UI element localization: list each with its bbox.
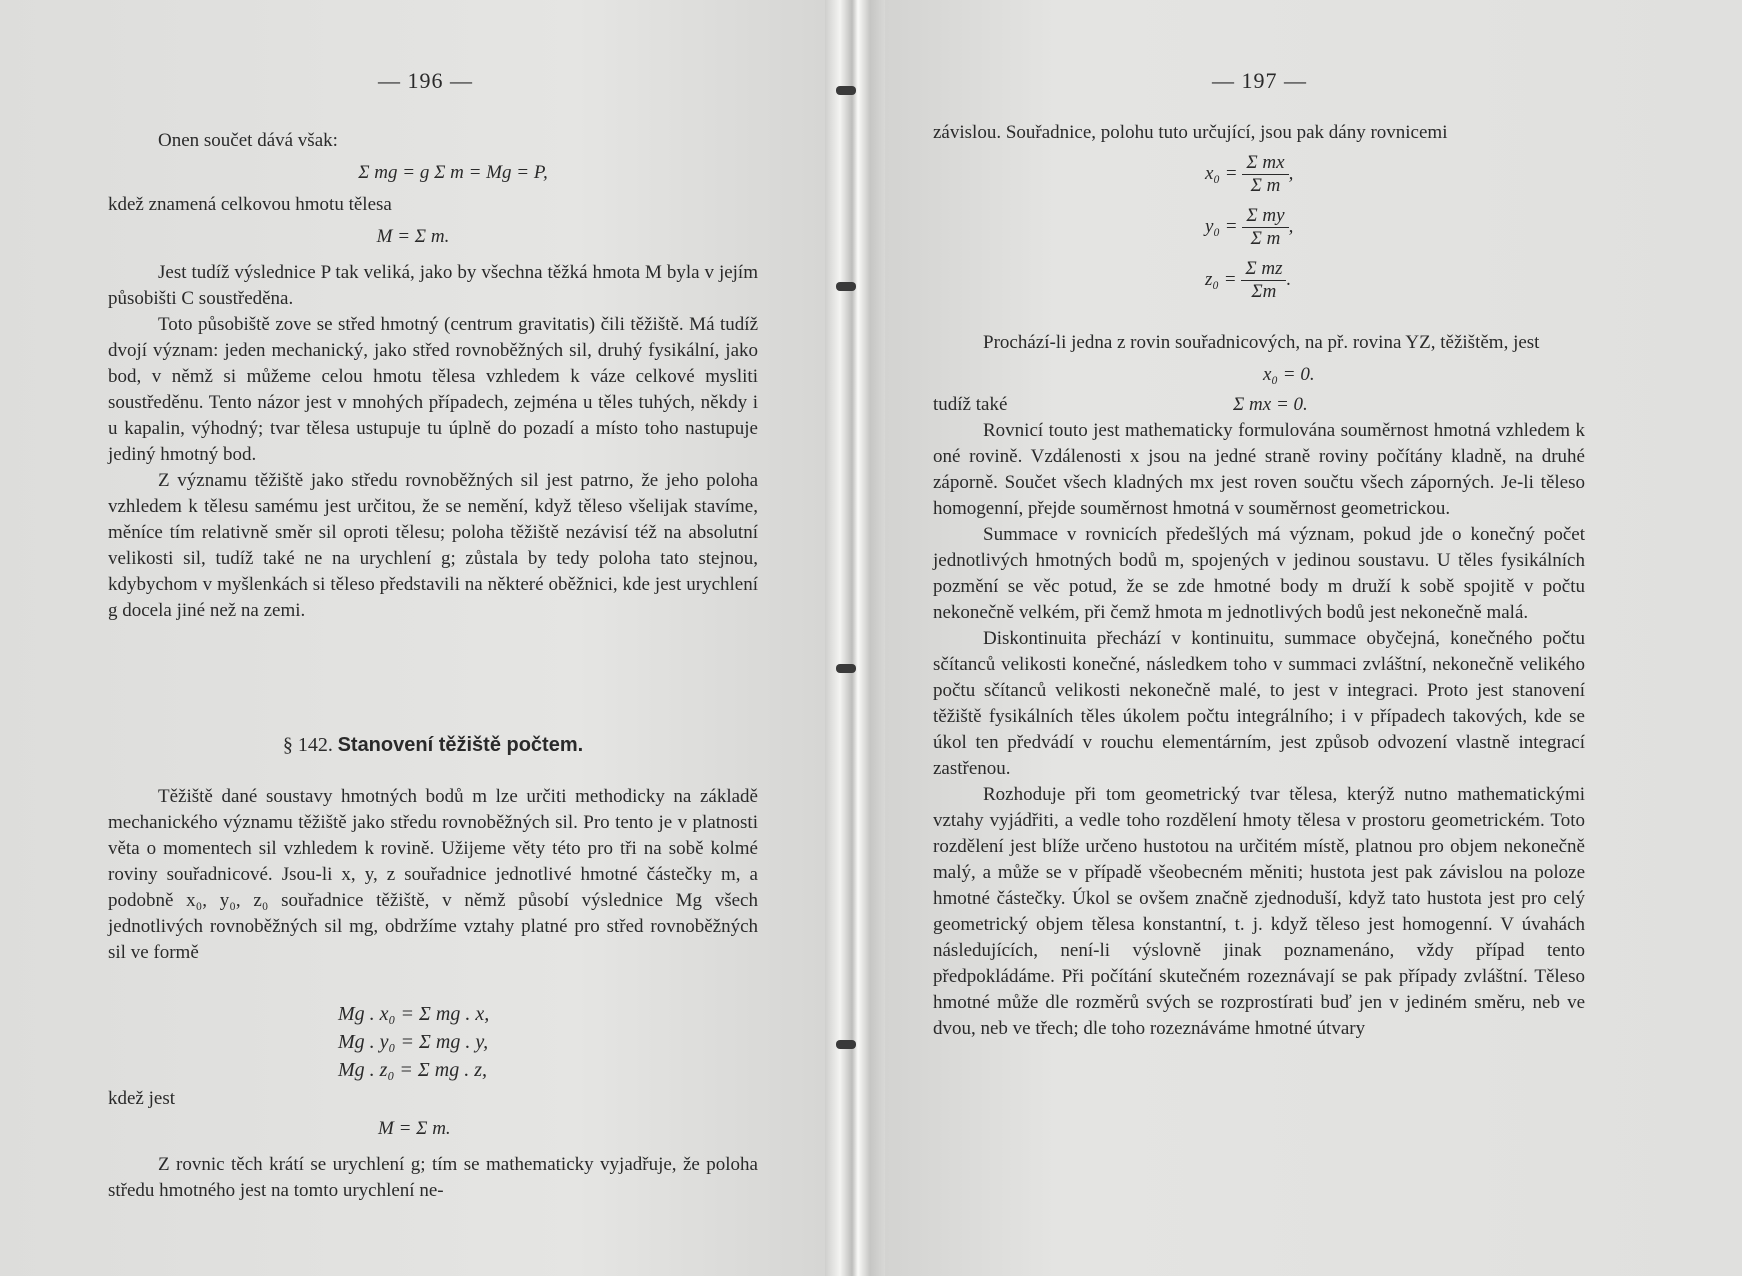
equation: Σ mx = 0. [1233,394,1308,415]
paragraph: Onen součet dává však: [158,130,338,151]
paragraph: Rozhoduje při tom geometrický tvar tělesa, kterýž nutno mathematickými vztahy vyjádřiti, a vedle toho rozdělení hmoty tělesa v prostoru geometrickém. Toto rozdělení jest blíže určeno hustotou na určitém místě, platnou pro objem nekonečně malý, a může se v případě všeobecném měniti; hustota jest pak závislou na poloze hmotné částečky. Úkol se ovšem značně zjednoduší, když tato hustota jest pro celý geometrický objem tělesa konstantní, t. j. když těleso jest homogenní. V úvahách následujících, není-li výslovně jinak poznamenáno, vždy případ tento předpokládáme. Při počítání skutečném rozeznávají se pak případy zvláštní. Těleso hmotné může dle rozměrů svých se rozprostírati buď jen v jediném směru, neb ve dvou, neb ve třech; dle toho rozeznáváme hmotné útvary [933,784,1585,1039]
equation: Σ mg = g Σ m = Mg = P, [358,162,548,183]
paragraph: kdež znamená celkovou hmotu tělesa [108,194,392,215]
punctuation: . [1286,268,1292,290]
equation: M = Σ m. [378,1118,451,1139]
formula-z0 [1205,258,1293,303]
section-heading [108,732,758,759]
text-column [108,1086,758,1204]
text-column [108,128,758,624]
formula-lhs: z₀ = [1205,268,1237,290]
formula-lhs: y₀ = [1205,215,1238,237]
binding-stitch [836,86,856,95]
denominator: Σm [1251,281,1277,302]
book-gutter [825,0,885,1276]
paragraph: Těžiště dané soustavy hmotných bodů m lze určiti methodicky na základě mechanického významu těžiště jako středu rovnoběžných sil. Pro tento je v platnosti věta o momentech sil vzhledem k rovině. Užijeme věty této pro tři na sobě kolmé roviny souřadnicové. Jsou-li x, y, z souřadnice jednotlivé hmotné částečky m, a podobně x₀, y₀, z₀ souřadnice těžiště, v němž působí výslednice Mg všech jednotlivých rovnoběžných sil mg, obdržíme vztahy platné pro střed rovnoběžných sil ve formě [108,786,758,963]
numerator: Σ mx [1242,152,1288,175]
page-number: — 197 — [1212,68,1307,93]
right-page [885,0,1742,1276]
equation-system [338,1000,489,1084]
page-number: — 196 — [378,68,473,93]
paragraph: kdež jest [108,1088,176,1109]
paragraph: Rovnicí touto jest mathematicky formulována souměrnost hmotná vzhledem k oné rovině. Vzdálenosti x jsou na jedné straně roviny počítány kladně, na druhé záporně. Součet všech kladných mx jest roven součtu všech záporných. Je-li těleso homogenní, přejde souměrnost hmotná v souměrnost geometrickou. [933,420,1585,519]
punctuation: , [1288,162,1294,184]
paragraph: Jest tudíž výslednice P tak veliká, jako by všechna těžká hmota M byla v jejím působišti C soustředěna. [108,262,758,309]
numerator: Σ mz [1241,258,1286,281]
fraction [1242,205,1288,250]
paragraph: Z rovnic těch krátí se urychlení g; tím se mathematicky vyjadřuje, že poloha středu hmotného jest na tomto urychlení ne- [108,1154,758,1201]
equation: Mg . x₀ = Σ mg . x, [338,1003,490,1025]
equation: Mg . y₀ = Σ mg . y, [338,1031,489,1053]
formula-y0 [1205,205,1293,250]
paragraph: tudíž také [933,394,1008,415]
fraction [1241,258,1286,303]
text-column [933,330,1585,1042]
paragraph: Diskontinuita přechází v kontinuitu, summace obyčejná, konečného počtu sčítanců velikosti konečné, následkem toho v summaci zvláštní, nekonečně velikého počtu sčítanců velikosti nekonečně malé, to jest v integraci. Proto jest stanovení těžiště fysikálních těles úkolem počtu integrálního; i v případech takových, kde se úkol ten předvádí v rouchu elementárním, jest způsob odvození vlastně integrací zastřenou. [933,628,1585,779]
equation: M = Σ m. [376,226,450,247]
equation-line [933,392,1585,418]
paragraph: Summace v rovnicích předešlých má význam, pokud jde o konečný počet jednotlivých hmotných bodů m, spojených v jedinou soustavu. U těles fysikálních pozmění se věc potud, že se zde hmotné body m druží k sobě spojitě v počtu nekonečně velkém, při čemž hmota m jednotlivých bodů jest nekonečně malá. [933,524,1585,623]
left-page [0,0,825,1276]
text-column [933,120,1585,146]
punctuation: , [1288,215,1294,237]
denominator: Σ m [1250,175,1281,196]
binding-stitch [836,1040,856,1049]
numerator: Σ my [1242,205,1288,228]
text-column [108,784,758,966]
section-title: Stanovení těžiště počtem. [337,734,584,756]
section-number: § 142. [282,734,333,756]
binding-stitch [836,664,856,673]
paragraph: Z významu těžiště jako středu rovnoběžných sil jest patrno, že jeho poloha vzhledem k tělesu samému jest určitou, že se nemění, když těleso všelijak stavíme, měníce tím relativně směr sil oproti tělesu; poloha těžiště nezávisí též na absolutní velikosti sil, tudíž také ne na urychlení g; zůstala by tedy poloha tato stejnou, kdybychom v myšlenkách si těleso představili na některé oběžnici, kde jest urychlení g docela jiné než na zemi. [108,470,758,621]
paragraph: Prochází-li jedna z rovin souřadnicových, na př. rovina YZ, těžištěm, jest [983,332,1540,353]
equation: Mg . z₀ = Σ mg . z, [338,1059,488,1081]
equation: x₀ = 0. [1263,364,1315,385]
denominator: Σ m [1250,228,1281,249]
formula-lhs: x₀ = [1205,162,1238,184]
fraction [1242,152,1288,197]
binding-stitch [836,282,856,291]
paragraph: závislou. Souřadnice, polohu tuto určující, jsou pak dány rovnicemi [933,122,1448,143]
formula-block [1205,152,1293,303]
formula-x0 [1205,152,1293,197]
paragraph: Toto působiště zove se střed hmotný (centrum gravitatis) čili těžiště. Má tudíž dvojí význam: jeden mechanický, jako střed rovnoběžných sil, druhý fysikální, jako bod, v němž si můžeme celou hmotu tělesa vzhledem k váze celkové mysliti soustředěnu. Tento názor jest v mnohých případech, zejména u těles tuhých, někdy i u kapalin, výhodný; tvar tělesa ustupuje tu úplně do pozadí a místo toho nastupuje jediný hmotný bod. [108,314,758,465]
